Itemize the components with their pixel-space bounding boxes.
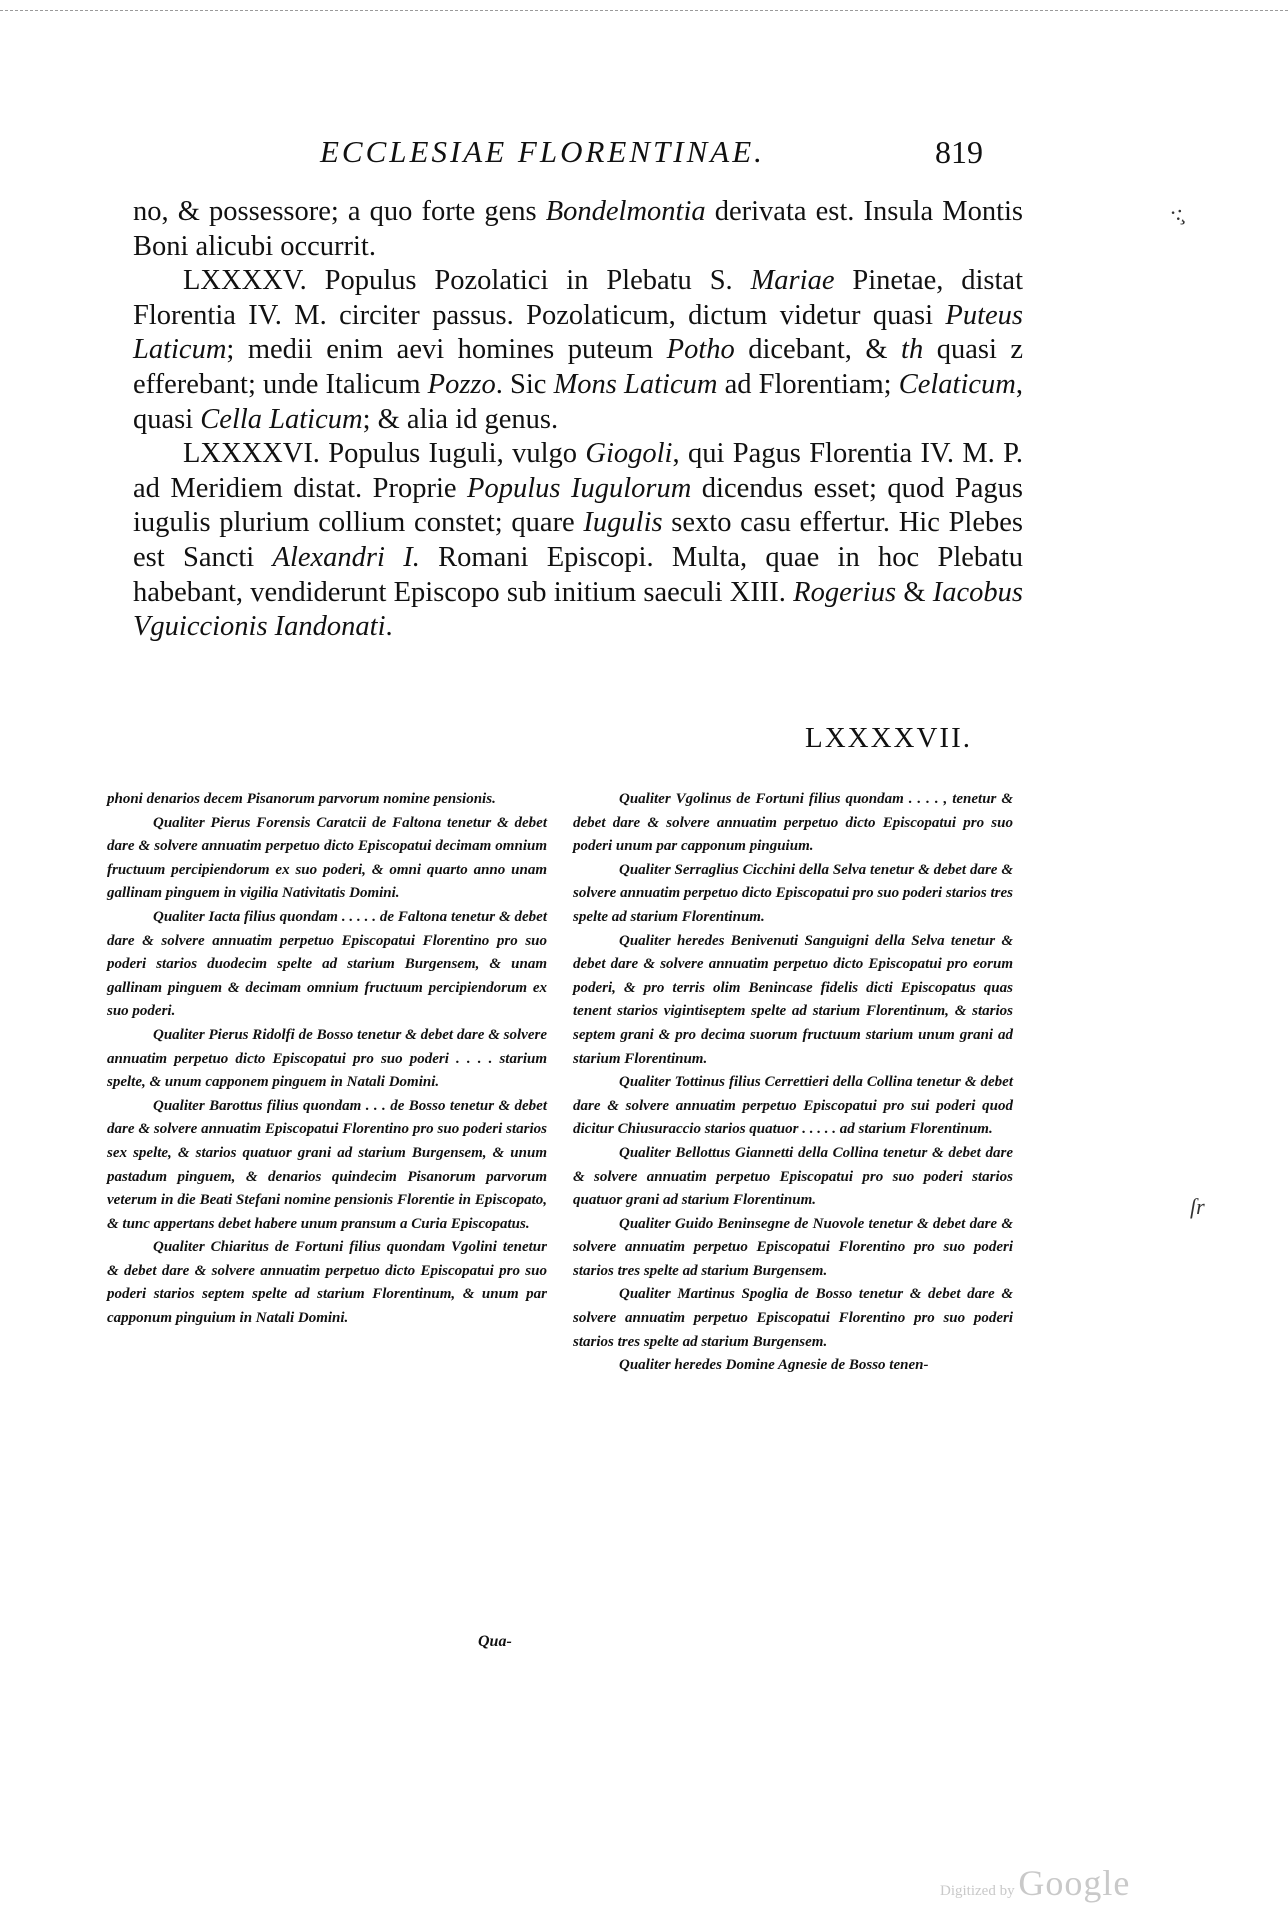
italic-run: Pozzo: [427, 368, 496, 400]
catchword: Qua-: [478, 1633, 512, 1650]
margin-stain-mark: ſr: [1190, 1194, 1205, 1219]
text-run: .: [385, 611, 393, 643]
body-paragraph: [133, 195, 1023, 264]
italic-run: Rogerius: [793, 576, 897, 608]
page-number: 819: [935, 134, 983, 170]
italic-run: Puteus Laticum: [133, 299, 1023, 366]
running-head: ECCLESIAE FLORENTINAE.: [320, 134, 765, 169]
italic-run: Mariae: [750, 265, 835, 297]
text-run: . Sic: [495, 368, 554, 400]
text-run: LXXXXV. Populus Pozolatici in Plebatu S.: [183, 265, 751, 297]
text-run: Romani Episcopi. Multa, quae in hoc Plebatu habebant, vendiderunt Episcopo sub initium saeculi XIII.: [133, 541, 1023, 608]
note-entry: Qualiter Barottus filius quondam . . . de Bosso tenetur & debet dare & solvere annuatim Episcopatui Florentino pro suo poderi starios sex spelte, & starios quatuor grani ad starium Burgensem, & unum pastadum pinguem, & denarios quindecim Pisanorum parvorum veterum in die Beati Stefani nomine pensionis Florentie in Episcopato, & tunc appertans debet habere unum pransum a Curia Episcopatus.: [107, 1097, 547, 1232]
notes-column-left: [107, 788, 547, 1331]
italic-run: Iugulis: [583, 507, 663, 539]
text-run: , qui Pagus Florentia IV. M. P. ad Meridiem distat. Proprie: [133, 438, 1023, 504]
watermark-prefix: Digitized by: [940, 1883, 1015, 1899]
main-text-block: [133, 195, 1023, 645]
note-entry: Qualiter Martinus Spoglia de Bosso tenetur & debet dare & solvere annuatim perpetuo Episcopatui Florentino pro suo poderi starios tres spelte ad starium Burgensem.: [573, 1286, 1013, 1350]
note-entry: Qualiter Chiaritus de Fortuni filius quondam Vgolini tenetur & debet dare & solvere annuatim perpetuo dicto Episcopatui pro suo poderi starios septem spelte ad starium Florentinum, & unum par capponum pinguium in Natali Domini.: [107, 1239, 547, 1327]
top-edge-rule: [0, 10, 1288, 19]
text-run: derivata est. Insula Montis Boni alicubi occurrit.: [133, 196, 1023, 262]
next-section-number: LXXXXVII.: [805, 722, 972, 754]
text-run: LXXXXVI. Populus Iuguli, vulgo: [183, 438, 586, 470]
note-entry: Qualiter Iacta filius quondam . . . . . de Faltona tenetur & debet dare & solvere annuatim perpetuo Episcopatui Florentino pro suo poderi starios duodecim spelte ad starium Burgensem, & unam gallinam pinguem & decimam omnium fructuum percipiendorum ex suo poderi.: [107, 908, 547, 1020]
italic-run: Potho: [666, 334, 735, 366]
margin-stain-mark: ·:̧: [1170, 200, 1183, 225]
text-run: sexto casu effertur. Hic Plebes est Sancti: [133, 507, 1023, 573]
watermark-brand: Google: [1018, 1863, 1131, 1903]
text-run: ; medii enim aevi homines puteum: [226, 334, 667, 366]
note-entry: Qualiter Serraglius Cicchini della Selva tenetur & debet dare & solvere annuatim perpetuo dicto Episcopatui pro suo poderi starios tres spelte ad starium Florentinum.: [573, 861, 1013, 925]
text-run: no, & possessore; a quo forte gens: [133, 196, 546, 227]
note-entry: Qualiter Tottinus filius Cerrettieri della Collina tenetur & debet dare & solvere annuatim perpetuo Episcopatui pro sui poderi quod dicitur Chiusuraccio starios quatuor . . . . . ad starium Florentinum.: [573, 1074, 1013, 1138]
text-run: &: [896, 576, 933, 608]
note-entry: Qualiter heredes Benivenuti Sanguigni della Selva tenetur & debet dare & solvere annuatim perpetuo dicto Episcopatui pro eorum poderi, & pro terris olim Benincase fidelis dicti Episcopatus quas tenent starios vigintiseptem spelte ad starium Florentinum, & starios septem grani & pro decima suorum fructuum starium unum grani ad starium Florentinum.: [573, 932, 1013, 1067]
text-run: ; & alia id genus.: [362, 403, 559, 435]
italic-run: Cella Laticum: [200, 403, 363, 435]
italic-run: Mons Laticum: [553, 368, 718, 400]
text-run: , quasi: [133, 368, 1024, 435]
note-entry: Qualiter Pierus Ridolfi de Bosso tenetur & debet dare & solvere annuatim perpetuo dicto Episcopatui pro suo poderi . . . . starium spelte, & unum capponem pinguem in Natali Domini.: [107, 1026, 547, 1091]
note-entry: Qualiter Pierus Forensis Caratcii de Faltona tenetur & debet dare & solvere annuatim perpetuo dicto Episcopatui decimam omnium fructuum percipiendorum ex suo poderi, & omni quarto anno unam gallinam pinguem in vigilia Nativitatis Domini.: [107, 814, 547, 902]
notes-column-right: [573, 788, 1013, 1378]
note-entry: Qualiter Vgolinus de Fortuni filius quondam . . . . , tenetur & debet dare & solvere annuatim perpetuo dicto Episcopatui pro suo poderi unum par capponum pinguium.: [573, 791, 1013, 855]
italic-run: Iacobus Vguiccionis Iandonati: [133, 576, 1023, 643]
italic-run: Alexandri I.: [272, 541, 420, 573]
note-entry: Qualiter heredes Domine Agnesie de Bosso tenen-: [619, 1357, 929, 1374]
text-run: dicebant, &: [734, 334, 902, 366]
digitized-watermark: [940, 1862, 1130, 1904]
italic-run: Bondelmontia: [545, 196, 706, 227]
note-entry: phoni denarios decem Pisanorum parvorum nomine pensionis.: [107, 791, 496, 807]
body-paragraph: [133, 437, 1023, 645]
italic-run: th: [901, 334, 924, 366]
italic-run: Giogoli: [585, 438, 673, 470]
note-entry: Qualiter Bellottus Giannetti della Collina tenetur & debet dare & solvere annuatim perpetuo Episcopatui pro suo poderi starios quatuor grani ad starium Florentinum.: [573, 1144, 1013, 1209]
italic-run: Populus Iugulorum: [467, 472, 692, 504]
text-run: ad Florentiam;: [717, 368, 899, 400]
body-paragraph: [133, 264, 1023, 437]
text-run: Pinetae, distat Florentia IV. M. circiter passus. Pozolaticum, dictum videtur quasi: [133, 265, 1023, 331]
text-run: quasi z efferebant; unde Italicum: [133, 334, 1023, 400]
note-entry: Qualiter Guido Beninsegne de Nuovole tenetur & debet dare & solvere annuatim perpetuo Episcopatui Florentino pro suo poderi starios tres spelte ad starium Burgensem.: [573, 1215, 1013, 1279]
text-run: dicendus esset; quod Pagus iugulis plurium collium constet; quare: [133, 472, 1024, 539]
italic-run: Celaticum: [898, 368, 1016, 400]
